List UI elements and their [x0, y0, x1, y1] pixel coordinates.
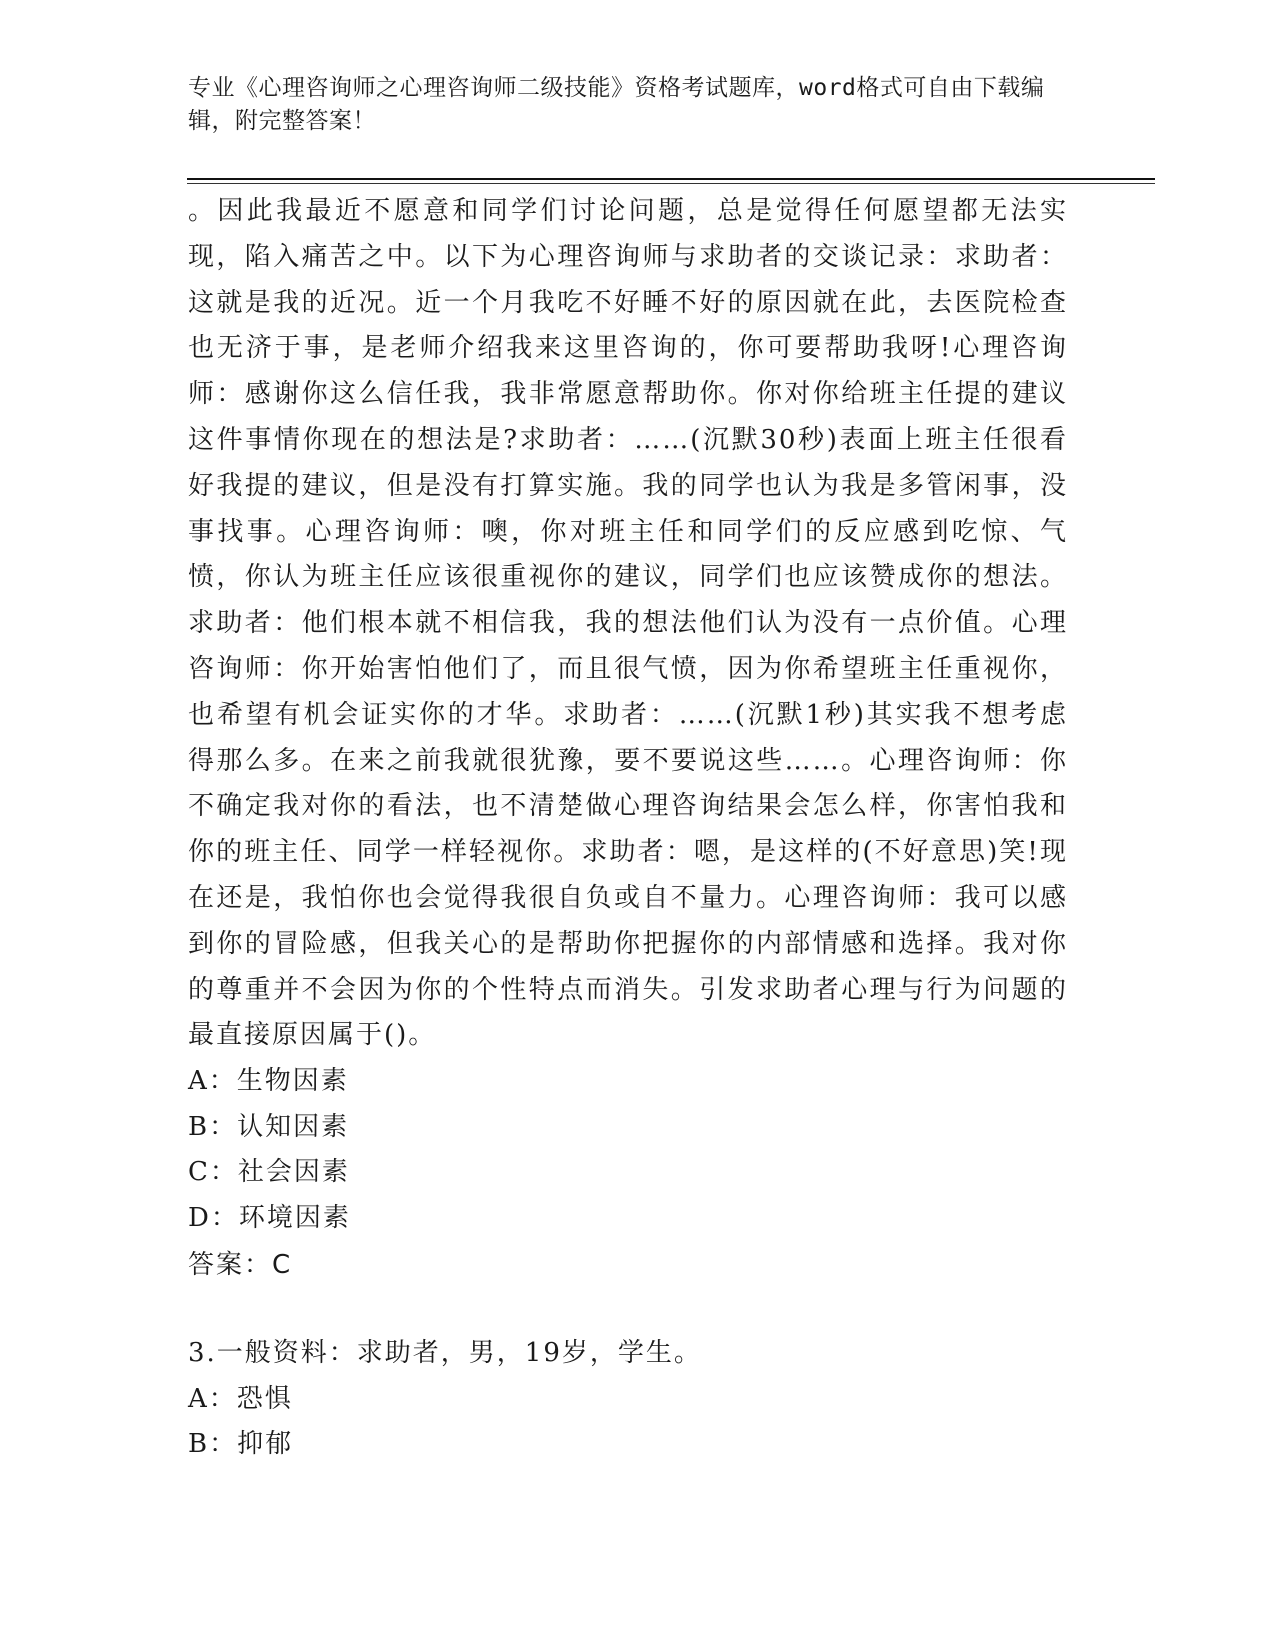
question-2	[188, 189, 1068, 1289]
header-divider	[187, 178, 1155, 180]
question-2-option-d: D：环境因素	[188, 1202, 351, 1233]
question-2-option-b: B：认知因素	[188, 1111, 350, 1142]
question-3-option-a: A：恐惧	[188, 1383, 293, 1414]
document-header	[188, 72, 1068, 138]
header-title: 专业《心理咨询师之心理咨询师二级技能》资格考试题库，word格式可自由下载编辑，附完整答案！	[188, 75, 1045, 134]
question-2-text: 。因此我最近不愿意和同学们讨论问题，总是觉得任何愿望都无法实现，陷入痛苦之中。以下为心理咨询师与求助者的交谈记录：求助者：这就是我的近况。近一个月我吃不好睡不好的原因就在此，去医院检查也无济于事，是老师介绍我来这里咨询的，你可要帮助我呀!心理咨询师：感谢你这么信任我，我非常愿意帮助你。你对你给班主任提的建议这件事情你现在的想法是?求助者：……(沉默30秒)表面上班主任很看好我提的建议，但是没有打算实施。我的同学也认为我是多管闲事，没事找事。心理咨询师：噢，你对班主任和同学们的反应感到吃惊、气愤，你认为班主任应该很重视你的建议，同学们也应该赞成你的想法。求助者：他们根本就不相信我，我的想法他们认为没有一点价值。心理咨询师：你开始害怕他们了，而且很气愤，因为你希望班主任重视你，也希望有机会证实你的才华。求助者：……(沉默1秒)其实我不想考虑得那么多。在来之前我就很犹豫，要不要说这些……。心理咨询师：你不确定我对你的看法，也不清楚做心理咨询结果会怎么样，你害怕我和你的班主任、同学一样轻视你。求助者：嗯，是这样的(不好意思)笑!现在还是，我怕你也会觉得我很自负或自不量力。心理咨询师：我可以感到你的冒险感，但我关心的是帮助你把握你的内部情感和选择。我对你的尊重并不会因为你的个性特点而消失。引发求助者心理与行为问题的最直接原因属于()。	[188, 196, 1068, 1051]
question-spacer	[188, 1289, 1068, 1331]
question-2-option-c: C：社会因素	[188, 1157, 350, 1188]
question-2-answer: 答案：C	[188, 1250, 293, 1281]
header-divider-thin	[187, 183, 1155, 184]
question-2-option-a: A：生物因素	[188, 1066, 349, 1097]
question-3-text: 3.一般资料：求助者，男，19岁，学生。	[188, 1338, 702, 1369]
question-3-option-b: B：抑郁	[188, 1429, 294, 1460]
document-body	[188, 189, 1068, 1468]
question-3	[188, 1331, 1068, 1468]
